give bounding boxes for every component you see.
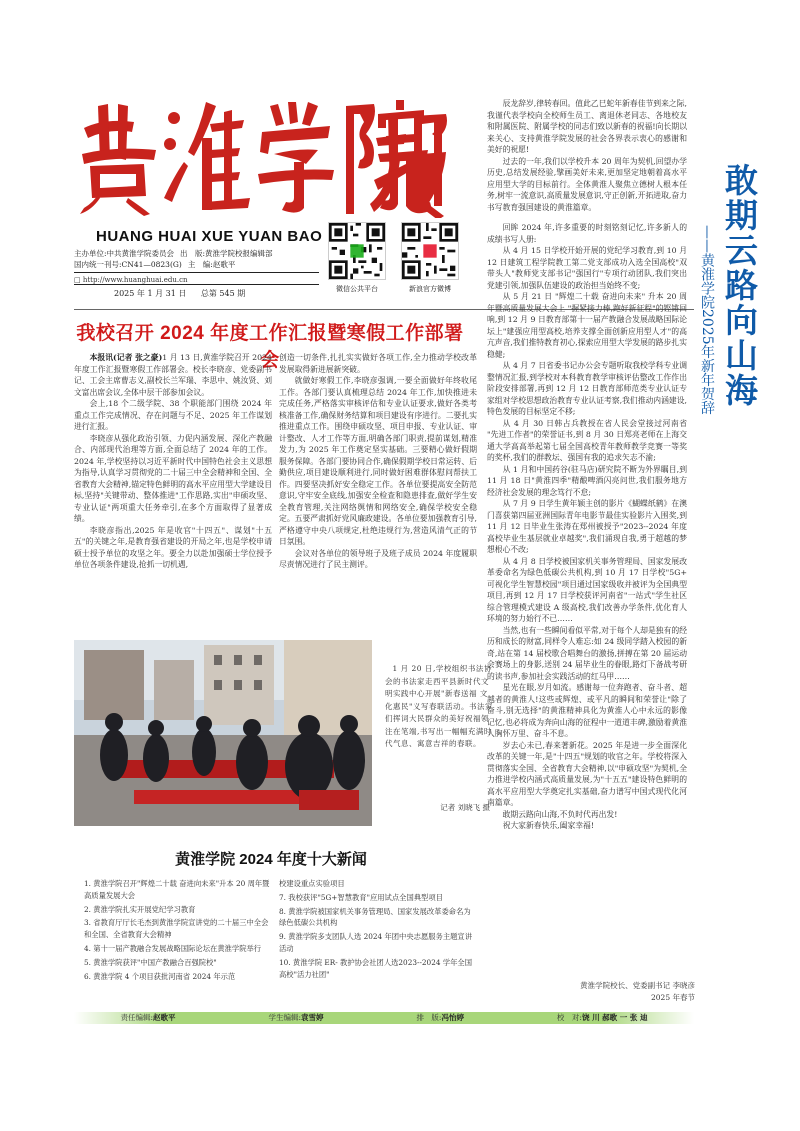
greeting-paragraph: 从 4 月 30 日韩占兵教授在省人民会堂接过河南省 "先进工作者"的荣誉证书,到 8 月 30 日郑亮老师在上海交通大学高高举起第七届全国高校青年教师教学竞赛一等奖的奖杯,我们的群教坛、强国有我的追求矢志不渝; — [487, 418, 687, 462]
list-item: 8. 黄淮学院被国家机关事务管理局、国家发展改革委命名为绿色低碳公共机构 — [279, 906, 471, 928]
masthead-divider — [74, 272, 319, 273]
greeting-paragraph: 当然,也有一些瞬间看似平常,对于每个人却是独有的经历和成长的财富,同样令人难忘:如 24 级同学踏入校园的新奇,站在第 14 届校歌合唱舞台的激扬,拼搏在第 20 届运动会赛场上的身影,送别 24 届毕业生的眷眼,路灯下备战考研的读书声,参加社会实践活动的红马甲…… — [487, 625, 687, 681]
greeting-paragraph: 从 4 月 8 日学校被国家机关事务管理局、国家发展改革委命名为绿色低碳公共机构,到 10 月 17 日学校"5G+ 可视化学生智慧校园"项目通过国家级收并被评为全国典型项目,再到 12 月 17 日学校获评河南省"一站式"学生社区综合管理模式建设 A 级高校,我们改善办学条件,优化育人环境的努力始行不已…… — [487, 556, 687, 623]
greeting-paragraph: 从 5 月 21 日 "辉煌二十载 奋进向未来" 升本 20 周年暨高质量发展大会上 "握紧接力棒,跑好新征程"的铿锵回响,到 12 月 9 日教育部第十一届产教融合发展战略国际论坛上"建强应用型高校,培养支撑全面创新应用型人才"的高亢声音,我们推特教育初心,探索应用型大学发展的路步扎实稳健; — [487, 292, 687, 359]
photo-caption: 1 月 20 日,学校组织书法协会的书法家走西平县新时代文明实践中心开展"新春送福 文化惠民"义写春联活动。书法家们挥词大民群众的美好祝福领注在笔端,书写出一幅幅充满时代气息、寓意吉祥的春联。 — [385, 664, 493, 748]
list-item: 4. 第十一届产教融合发展战略国际论坛在黄淮学院举行 — [84, 943, 262, 953]
new-year-title: 敢期云路向山海 — [720, 163, 759, 408]
lead-headline: 我校召开 2024 年度工作汇报暨寒假工作部署会 — [76, 323, 464, 371]
greeting-paragraph: 祝大家新春快乐,阖家幸福! — [502, 821, 594, 830]
issue-number: 总第 545 期 — [200, 289, 246, 298]
list-item: 6. 黄淮学院 4 个项目获批河南省 2024 年示范 — [84, 971, 236, 981]
list-item: 3. 省教育厅厅长毛杰到黄淮学院宣讲党的二十届三中全会和全国、全省教育大会精神 — [84, 918, 269, 940]
list-item: 1. 黄淮学院召开"辉煌二十载 奋进向未来"升本 20 周年暨高质量发展大会 — [84, 879, 270, 900]
greeting-paragraph: 从 1 月和中国药谷(驻马店)研究院不断为外界瞩目,到 11 月 18 日"黄淮四季"精酿啤酒闪亮问世,我们服务地方经济社会发展的理念笃行不怠; — [487, 464, 687, 497]
footer-student-editor: 学生编辑:袁雪婷 — [268, 1013, 324, 1022]
footer-proof: 校 对:饶 川 郝歌 一 张 迪 — [556, 1013, 648, 1022]
lead-paragraph: 本报讯(记者 张之豪)1 月 13 日,黄淮学院召开 2024 年度工作汇报暨寒假工作部署会。校长李晓彦、党委副书记、工会主席曹志义,副校长兰军瑞、李思中、姚汝贤、刘文富出席会议,全体中层干部参加会议。 — [74, 353, 272, 397]
weibo-qr-label: 新浪官方微博 — [409, 285, 451, 293]
greeting-paragraph: 从 7 月 9 日学生黄年颖主创的影片《蝴蝶纸鹤》在澳门喜获第四届亚洲国际青年电影节最佳实验影片入围奖,到 11 月 12 日毕业生张涛在郑州被授予"2023--2024 年度高校毕业生基层就业卓越奖",我们涌现自我,勇于超越的梦想根心不改; — [487, 499, 687, 554]
top10-list-right — [279, 878, 474, 982]
reporter: (记者 张之豪) — [113, 353, 163, 362]
footer-editor: 责任编辑:赵歌平 — [120, 1013, 176, 1022]
weibo-qr-code[interactable] — [401, 222, 459, 280]
lead-article-col1 — [74, 352, 272, 642]
list-item: 5. 黄淮学院获评"中国产教融合百强院校" — [84, 957, 217, 967]
greeting-paragraph: 从 4 月 7 日省委书记办公会专题听取我校学科专业调整情况汇报,到学校对本科教育教学审核评估整改工作作出阶段安排部署,再到 12 月 12 日教育部师范类专业认证专家组对学校思想政治教育专业认证考察,我们推动内涵建设,特色发展的目标坚定不移; — [487, 361, 687, 416]
lead-paragraph: 会上,18 个二级学院、38 个职能部门围绕 2024 年重点工作完成情况、存在问题与不足、2025 年工作谋划进行汇报。 — [74, 399, 272, 431]
masthead-logo-bao — [372, 108, 452, 218]
greeting-col — [487, 222, 687, 1002]
new-year-subtitle: ——黄淮学院2025年新年贺辞 — [699, 225, 715, 415]
top10-list-left — [84, 878, 274, 984]
footer-layout: 排 版:冯怡婷 — [416, 1013, 464, 1022]
masthead-title-en: HUANG HUAI XUE YUAN BAO — [96, 228, 323, 245]
greeting-col-top — [487, 98, 687, 220]
greeting-paragraph: 辰龙辞岁,律转春回。值此乙巳蛇年新春佳节到来之际,我谨代表学校向全校师生员工、离退休老同志、各地校友和附属医院、附属学校的同志们致以新春的祝福!向长期以来关心、支持黄淮学院发展的社会各界表示衷心的感谢和美好的祝愿! — [487, 99, 687, 154]
greeting-paragraph: 过去的一年,我们以学校升本 20 周年为契机,回望办学历史,总结发展经验,擘画美好未来,更加坚定地朝着高水平应用型大学的目标前行。全体黄淮人聚焦立德树人根本任务,树牢一流意识,高质量发展意识,守正创新,开拓进取,奋力书写教育强国建设的黄淮篇章。 — [487, 156, 687, 212]
byline: 本报讯 — [89, 353, 114, 362]
photo-credit: 记者 刘晓飞 摄 — [440, 803, 490, 812]
list-item: 10. 黄淮学院 ER- 教护协会社团人选2023--2024 学年全国高校"活力社团" — [279, 957, 472, 979]
greeting-paragraph: 敢期云路向山海,不负时代再出发! — [502, 809, 618, 819]
lead-article-col2 — [279, 352, 477, 642]
publisher-text: 出 版:黄淮学院校报编辑部 — [180, 249, 273, 258]
cn-number-text: 国内统一刊号:CN41—0823(G) — [74, 259, 182, 269]
list-item: 7. 我校获评"5G+智慧教育"应用试点全国典型项目 — [279, 892, 443, 902]
greeting-paragraph: 回眸 2024 年,许多重要的时刻铭刻记忆,许多新人的成绩书写人册: — [487, 223, 687, 244]
issue-date: 2025 年 1 月 31 日 — [114, 289, 187, 298]
globe-icon: □ — [74, 276, 81, 284]
lead-paragraph: 会议对各单位的领导班子及班子成员 2024 年度履职尽责情况进行了民主测评。 — [279, 548, 477, 569]
masthead-info — [74, 249, 319, 270]
list-item: 2. 黄淮学院扎实开展党纪学习教育 — [84, 904, 196, 914]
greeting-signature — [560, 980, 695, 1004]
list-item: 校建设重点实验项目 — [279, 879, 345, 888]
wechat-qr-label: 微信公共平台 — [336, 285, 378, 293]
lead-paragraph: 李晓彦指出,2025 年是收官"十四五"、谋划"十五五"的关键之年,是教育强省建设的开局之年,也是学校申请硕士授予单位的攻坚之年。要全力以赴加强硕士学位授予单位各项条件建设,抢抓一切机遇, — [74, 525, 272, 569]
greeting-paragraph: 星光在眼,岁月如流。感谢每一位奔跑者、奋斗者、超越者的黄淮人!这些或辉煌、或平凡的瞬间和荣誉让"除了奋斗,别无选择"的黄淮精神具化为黄淮人心中永远的影像记忆,也必将成为奔向山海的征程中一道道丰碑,激励着黄淮人胸怀万里、奋斗不息。 — [487, 683, 687, 738]
lead-paragraph: 李晓彦从强化政治引领、力促内涵发展、深化产教融合、内部现代治理等方面,全面总结了 2024 年的工作。2024 年,学校坚持以习近平新时代中国特色社会主义思想为指导,认真学习贯彻党的二十届三中全会精神和全国、全省教育大会精神,锚定特色鲜明的高水平应用型大学建设目标,坚持"关键带动、整体推进"工作思路,实出"申硕攻坚、专业认证"两项重大任务牵引,在多个方面取得了显著成绩。 — [74, 433, 272, 523]
signature-date: 2025 年春节 — [651, 993, 695, 1002]
wechat-qr-code[interactable] — [328, 222, 386, 280]
footer-credits — [74, 1012, 694, 1023]
list-item: 9. 黄淮学院多支团队人选 2024 年团中央志愿服务主题宣讲活动 — [279, 932, 473, 953]
greeting-paragraph: 从 4 月 15 日学校开始开展的党纪学习教育,到 10 月 12 日建筑工程学院教工第二党支部成功入选全国高校"双带头人"教师党支部书记"强国行"专项行动团队,我们突出党建引领,加强队伍建设的政治担当始终不变; — [487, 246, 687, 290]
lead-paragraph: 创造一切条件,扎扎实实做好各项工作,全力推动学校改革发展取得新进展新突破。 — [279, 353, 477, 374]
editor-text: 主 编:赵歌平 — [187, 259, 236, 269]
signature-name: 黄淮学院校长、党委副书记 李晓彦 — [580, 981, 695, 990]
masthead-divider-2 — [74, 284, 319, 285]
lead-paragraph: 就做好寒假工作,李晓彦强调,一要全面做好年终收尾工作。各部门要认真梳理总结 2024 年工作,加快推进未完成任务,严格落实审核评估和专业认证要求,做好各类考核准备工作,确保财务结算和项目建设有序进行。二要扎实推进重点工作。围绕申硕攻坚、项目申报、专业认证、审计整改、人才工作等方面,明确各部门职责,提前谋划,精准发力,为 2025 年工作奠定坚实基础。三要精心做好假期服务保障。各部门要协同合作,确保假期学校日常运转、后勤供应,项目建设顺利进行,同时做好困难群体慰问帮扶工作。四要坚决抓好安全稳定工作。各单位要提高安全防范意识,守牢安全底线,加强安全检查和隐患排查,做好学生安全教育管理,关注网络舆情和网络安全,确保学校安全稳定。五要严肃抓好党风廉政建设。各单位要加强教育引导,严格遵守中央八项规定,杜绝违规行为,营造风清气正的节日氛围。 — [279, 376, 477, 546]
greeting-paragraph: 岁去心未已,春来著新花。2025 年是进一步全面深化改革的关键一年,是"十四五"规划的收官之年。学校将深入贯彻落实全国、全省教育大会精神,以"申硕攻坚"为契机,全力推进学校内涵式高质量发展,为"十五五"建设特色鲜明的高水平应用型大学奠定扎实基础,奋力谱写中国式现代化河南篇章。 — [487, 740, 687, 807]
calligraphy-event-photo — [74, 640, 372, 826]
website-link[interactable]: □ http://www.huanghuai.edu.cn — [74, 276, 188, 284]
sponsor-text: 主办单位:中共黄淮学院委员会 — [74, 249, 175, 258]
top10-title: 黄淮学院 2024 年度十大新闻 — [175, 851, 367, 868]
